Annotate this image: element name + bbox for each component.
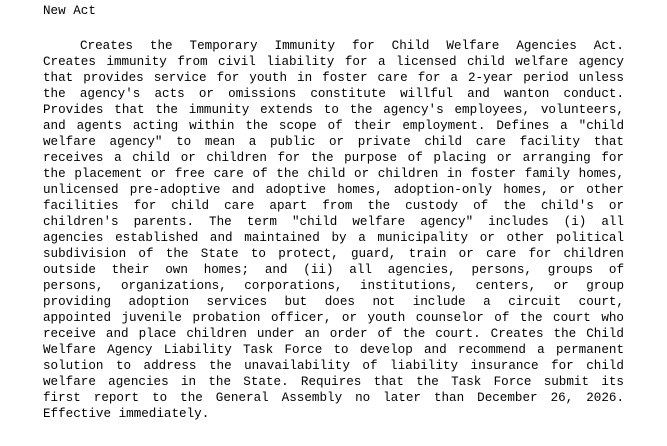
synopsis-line: Provides that the immunity extends to the agency's employees, volunteers, bbox=[43, 103, 624, 117]
synopsis-line: Creates the Temporary Immunity for Child Welfare Agencies Act. bbox=[80, 39, 624, 53]
synopsis-line: Welfare Agency Liability Task Force to develop and recommend a permanent bbox=[43, 343, 624, 357]
synopsis-line: subdivision of the State to protect, guard, train or care for children bbox=[43, 247, 624, 261]
synopsis-line: receives a child or children for the purpose of placing or arranging for bbox=[43, 151, 624, 165]
synopsis-line: the agency's acts or omissions constitute willful and wanton conduct. bbox=[43, 87, 624, 101]
synopsis-line: welfare agencies in the State. Requires that the Task Force submit its bbox=[43, 375, 624, 389]
synopsis-line: the placement or free care of the child or children in foster family homes, bbox=[43, 167, 624, 181]
synopsis-line: providing adoption services but does not include a circuit court, bbox=[43, 295, 624, 309]
synopsis-line: facilities for child care apart from the custody of the child's or bbox=[43, 199, 624, 213]
synopsis-line: receive and place children under an order of the court. Creates the Child bbox=[43, 327, 624, 341]
synopsis-line: agencies established and maintained by a municipality or other political bbox=[43, 231, 624, 245]
synopsis-paragraph bbox=[43, 38, 624, 422]
synopsis-line: Effective immediately. bbox=[43, 407, 210, 421]
synopsis-line: children's parents. The term "child welfare agency" includes (i) all bbox=[43, 215, 624, 229]
synopsis-line: first report to the General Assembly no later than December 26, 2026. bbox=[43, 391, 624, 405]
synopsis-line: appointed juvenile probation officer, or youth counselor of the court who bbox=[43, 311, 624, 325]
synopsis-line: that provides service for youth in foster care for a 2-year period unless bbox=[43, 71, 624, 85]
document-heading: New Act bbox=[43, 4, 96, 18]
synopsis-line: unlicensed pre-adoptive and adoptive homes, adoption-only homes, or other bbox=[43, 183, 624, 197]
synopsis-line: outside their own homes; and (ii) all agencies, persons, groups of bbox=[43, 263, 624, 277]
synopsis-line: persons, organizations, corporations, institutions, centers, or group bbox=[43, 279, 624, 293]
synopsis-line: Creates immunity from civil liability for a licensed child welfare agency bbox=[43, 55, 624, 69]
synopsis-line: solution to address the unavailability of liability insurance for child bbox=[43, 359, 624, 373]
synopsis-line: welfare agency" to mean a public or private child care facility that bbox=[43, 135, 624, 149]
synopsis-line: and agents acting within the scope of their employment. Defines a "child bbox=[43, 119, 624, 133]
